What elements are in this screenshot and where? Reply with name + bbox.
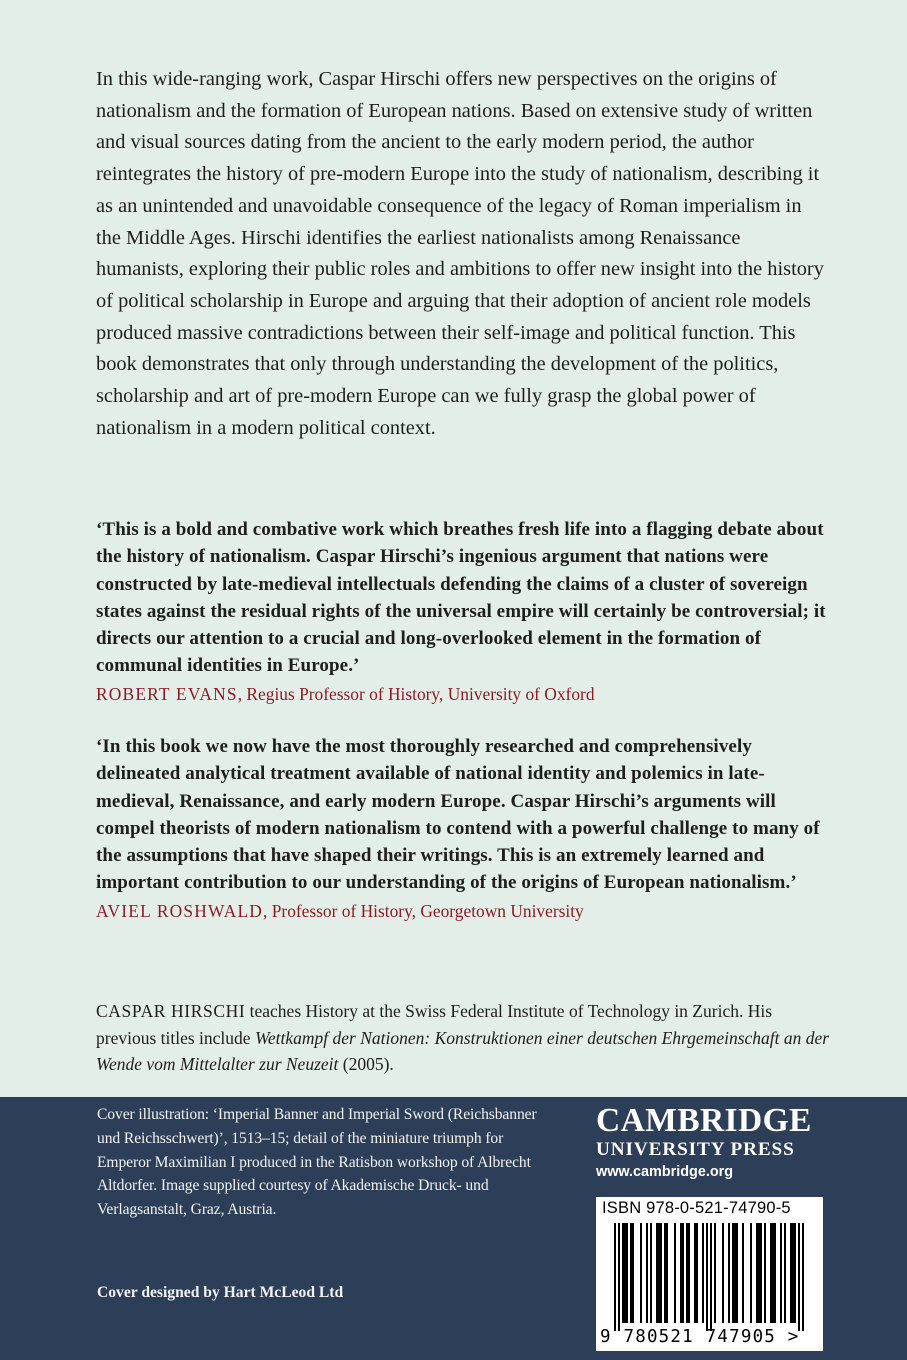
author-bio [96,998,831,1078]
barcode-bar [664,1223,666,1323]
back-cover-footer [0,1097,907,1360]
barcode-bar [626,1223,628,1323]
barcode-bar [736,1223,738,1323]
barcode-bar [658,1223,660,1323]
barcode-bar [694,1223,696,1323]
barcode-bar [688,1223,690,1323]
barcode-bar [646,1223,648,1323]
review-attribution [96,682,826,706]
barcode-bar [750,1223,752,1323]
publisher-subname: UNIVERSITY PRESS [596,1139,795,1160]
barcode-bar [650,1223,652,1323]
barcode-bar [630,1223,632,1323]
barcode-bar [656,1223,658,1323]
reviewer-affiliation: , Professor of History, Georgetown University [263,900,584,921]
barcode-bar [666,1223,668,1323]
review-attribution [96,899,826,923]
book-description: In this wide-ranging work, Caspar Hirschi offers new perspectives on the origins of nationalism and the formation of European nations. Based on extensive study of written and visual sources dating from the ancient to the early modern period, the author reintegrates the history of pre-modern Europe into the study of nationalism, describing it as an unintended and unavoidable consequence of the legacy of Roman imperialism in the Middle Ages. Hirschi identifies the earliest nationalists among Renaissance humanists, exploring their public roles and ambitions to offer new insight into the history of political scholarship in Europe and arguing that their adoption of ancient role models produced massive contradictions between their self-image and political function. This book demonstrates that only through understanding the development of the politics, scholarship and art of pre-modern Europe can we fully grasp the global power of nationalism in a modern political context. [96,68,824,439]
previous-title-year: (2005). [338,1054,394,1075]
barcode-bar [622,1223,624,1323]
barcode-bar [696,1223,698,1323]
barcode-bar [760,1223,762,1323]
barcode-bar [660,1223,662,1323]
barcode-bar [772,1223,774,1323]
reviewer-name: AVIEL ROSHWALD [96,900,264,921]
publisher-name: CAMBRIDGE [596,1102,812,1139]
barcode-bar [710,1223,712,1331]
barcode-bar [632,1223,634,1323]
previous-title: Wettkampf der Nationen: Konstruktionen einer deutschen Ehrgemeinschaft an der Wende vom Mittelalter zur Neuzeit [96,1027,830,1075]
isbn-barcode [596,1197,823,1351]
barcode-bar [734,1223,736,1323]
ean-digits: 9 780521 747905 > [600,1327,800,1347]
barcode-bar [680,1223,682,1323]
reviewer-affiliation: , Regius Professor of History, University of Oxford [237,683,595,704]
barcode-bar [784,1223,786,1323]
barcode-bar [792,1223,794,1323]
barcode-bar [728,1223,730,1323]
barcode-bar [674,1223,676,1323]
barcode-bar [624,1223,626,1323]
cover-designer-credit: Cover designed by Hart McLeod Ltd [97,1284,344,1301]
review-quote: ‘In this book we now have the most thoroughly researched and comprehensively delineated analytical treatment available of national identity and polemics in late-medieval, Renaissance, and early modern Europe. Caspar Hirschi’s arguments will compel theorists of modern nationalism to contend with a powerful challenge to many of the assumptions that have shaped their writings. This is an extremely learned and important contribution to our understanding of the origins of European nationalism.’ [96,736,820,894]
author-bio-text: teaches History at the Swiss Federal Institute of Technology in Zurich. His previous titles include [96,1001,773,1048]
reviewer-name: ROBERT EVANS [96,683,238,704]
review-1 [96,516,826,706]
barcode-bar [802,1223,804,1331]
publisher-url: www.cambridge.org [596,1164,733,1180]
barcode-bar [794,1223,796,1323]
barcode-bar [714,1223,716,1323]
barcode-bar [764,1223,766,1323]
barcode-bar [770,1223,772,1323]
barcode-bar [722,1223,724,1323]
barcode-bar [732,1223,734,1323]
barcode-bar [702,1223,704,1323]
barcode-bar [618,1223,620,1331]
barcode-bar [774,1223,776,1323]
barcode-bar [686,1223,688,1323]
cover-illustration-credit: Cover illustration: ‘Imperial Banner and Imperial Sword (Reichsbanner und Reichsschwert)’, 1513–15; detail of the miniature triumph for Emperor Maximilian I produced in the Ratisbon workshop of Albrecht Altdorfer. Image supplied courtesy of Akademische Druck- und Verlagsanstalt, Graz, Austria. [97,1106,537,1219]
barcode-bar [706,1223,708,1331]
barcode-bar [756,1223,758,1323]
author-name: CASPAR HIRSCHI [96,1001,246,1021]
barcode-bar [640,1223,642,1323]
barcode-bar [758,1223,760,1323]
isbn-label: ISBN 978-0-521-74790-5 [602,1199,791,1217]
barcode-bar [798,1223,800,1331]
barcode-bar [742,1223,744,1323]
barcode-bar [780,1223,782,1323]
barcode-bar [790,1223,792,1323]
barcode-bar [682,1223,684,1323]
publisher-logo [596,1103,831,1180]
barcode-bar [614,1223,616,1331]
review-quote: ‘This is a bold and combative work which breathes fresh life into a flagging debate about the history of nationalism. Caspar Hirschi’s ingenious argument that nations were constructed by late-medieval intellectuals defending the claims of a cluster of sovereign states against the residual rights of the universal empire will certainly be controversial; it directs our attention to a crucial and long-overlooked element in the formation of communal identities in Europe.’ [96,519,826,677]
review-2 [96,733,826,923]
